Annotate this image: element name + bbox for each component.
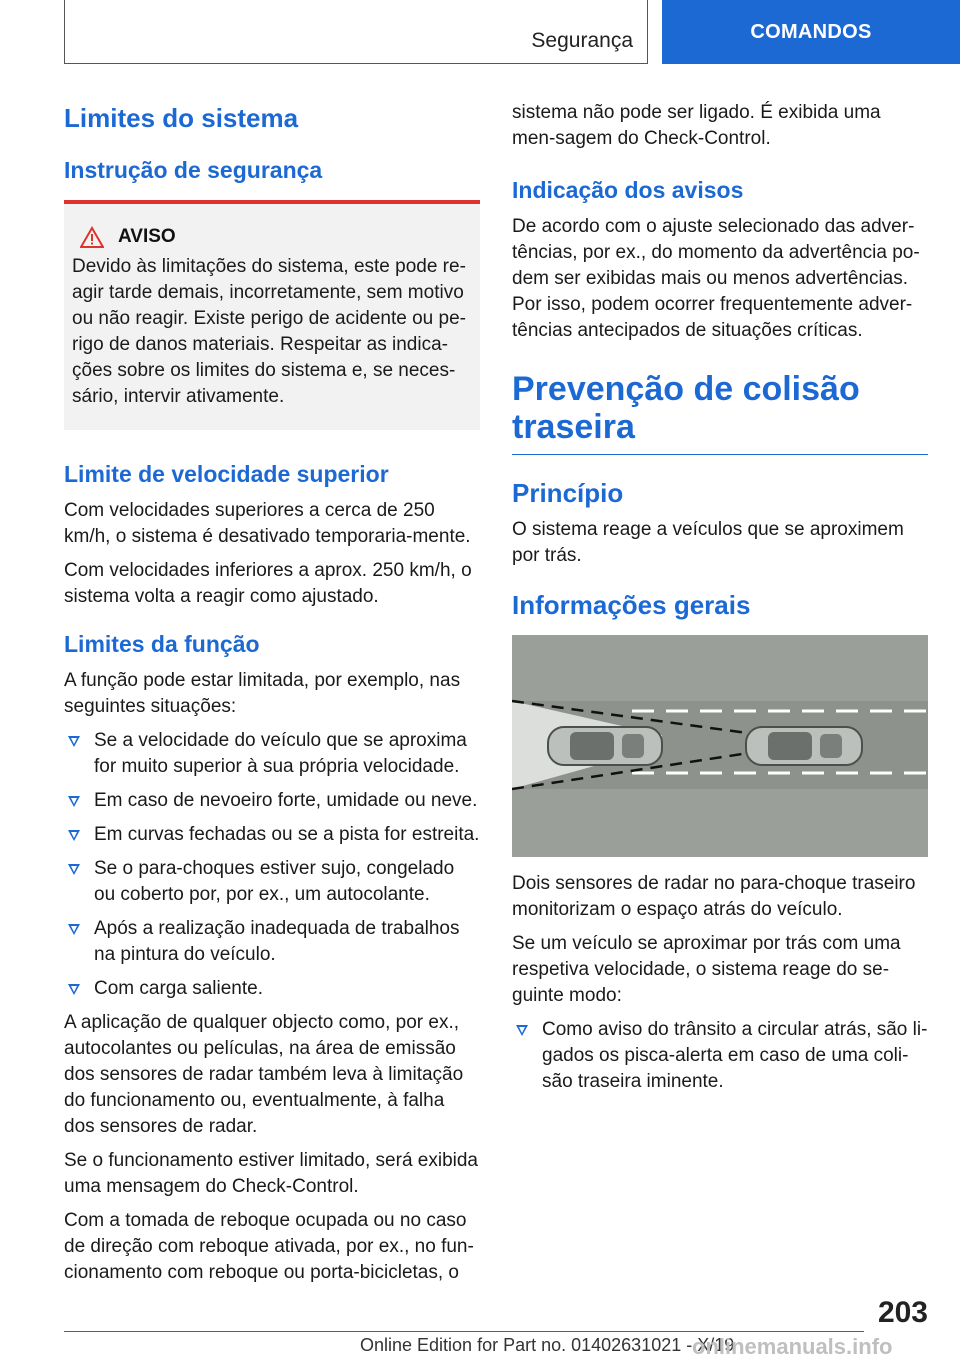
list-item: Após a realização inadequada de trabalhos na pintura do veículo.: [64, 916, 480, 968]
heading-safety-instruction: Instrução de segurança: [64, 157, 323, 183]
heading-rear-collision-line1: Prevenção de colisão: [512, 370, 860, 408]
chapter-heading: [512, 370, 928, 455]
continued-paragraph: sistema não pode ser ligado. É exibida uma men-sagem do Check-Control.: [512, 102, 881, 149]
left-column: [64, 100, 480, 1294]
approach-list: [512, 1017, 928, 1095]
list-item: Como aviso do trânsito a circular atrás, são li-gados os pisca-alerta em caso de uma coli-são traseira iminente.: [512, 1017, 928, 1095]
principle-paragraph: O sistema reage a veículos que se aproximem por trás.: [512, 519, 904, 566]
header-frame: [64, 0, 648, 64]
heading-general-info: Informações gerais: [512, 590, 751, 620]
warning-triangle-icon: [80, 226, 104, 248]
bullet-triangle-icon: [68, 736, 80, 747]
limited-function-paragraph: Se o funcionamento estiver limitado, será exibida uma mensagem do Check-Control.: [64, 1150, 479, 1197]
page-number: 203: [877, 1296, 928, 1329]
bullet-triangle-icon: [68, 984, 80, 995]
speed-paragraph-1: Com velocidades superiores a cerca de 250 km/h, o sistema é desativado temporaria-mente.: [64, 500, 471, 547]
approach-paragraph: Se um veículo se aproximar por trás com uma respetiva velocidade, o sistema reage do se-guinte modo:: [512, 933, 901, 1006]
header-section-title: Segurança: [531, 29, 633, 52]
bullet-triangle-icon: [68, 796, 80, 807]
tow-paragraph: Com a tomada de reboque ocupada ou no caso de direção com reboque ativada, por ex., no fun-cionamento com reboque ou porta-bicicletas, o: [64, 1210, 474, 1283]
heading-principle: Princípio: [512, 478, 624, 508]
footer-divider: [64, 1331, 864, 1332]
function-intro: A função pode estar limitada, por exemplo, nas seguintes situações:: [64, 670, 461, 717]
warning-display-paragraph: De acordo com o ajuste selecionado das adver-tências, por ex., do momento da advertência po-dem ser exibidas mais ou menos advertências. Por isso, podem ocorrer frequentemente adver-tências antecipados de situações críticas.: [512, 216, 920, 341]
warning-text: Devido às limitações do sistema, este pode re-agir tarde demais, incorretamente, sem motivo ou não reagir. Existe perigo de acidente ou pe-rigo de danos materiais. Respeitar as indica-ções sobre os limites do sistema e, se neces-sário, intervir ativamente.: [72, 256, 466, 407]
sensors-paragraph: Dois sensores de radar no para-choque traseiro monitorizam o espaço atrás do veículo.: [512, 873, 916, 920]
bullet-triangle-icon: [68, 864, 80, 875]
right-column: [512, 100, 928, 1103]
heading-speed-limit: Limite de velocidade superior: [64, 461, 389, 487]
application-paragraph: A aplicação de qualquer objecto como, por ex., autocolantes ou películas, na área de emissão dos sensores de radar também leva à limitação do funcionamento ou, eventualmente, à falha dos sensores de radar.: [64, 1012, 464, 1137]
list-item: Com carga saliente.: [64, 976, 480, 1002]
heading-warning-display: Indicação dos avisos: [512, 177, 744, 203]
list-item: Em caso de nevoeiro forte, umidade ou neve.: [64, 788, 480, 814]
speed-paragraph-2: Com velocidades inferiores a aprox. 250 km/h, o sistema volta a reagir como ajustado.: [64, 560, 472, 607]
bullet-triangle-icon: [516, 1025, 528, 1036]
heading-system-limits: Limites do sistema: [64, 103, 299, 133]
heading-rear-collision-line2: traseira: [512, 408, 635, 446]
list-item: Se a velocidade do veículo que se aproxima for muito superior à sua própria velocidade.: [64, 728, 480, 780]
warning-box: [64, 200, 480, 430]
bullet-triangle-icon: [68, 830, 80, 841]
header-chapter-tab: COMANDOS: [662, 0, 960, 64]
warning-title: AVISO: [118, 226, 176, 247]
heading-function-limits: Limites da função: [64, 631, 260, 657]
footer-edition: Online Edition for Part no. 01402631021 - X/19: [360, 1335, 735, 1355]
bullet-triangle-icon: [68, 924, 80, 935]
radar-illustration: [512, 635, 928, 857]
list-item: Se o para-choques estiver sujo, congelado ou coberto por, por ex., um autocolante.: [64, 856, 480, 908]
footer-watermark: onlinemanuals.info: [692, 1334, 893, 1359]
list-item: Em curvas fechadas ou se a pista for estreita.: [64, 822, 480, 848]
warning-header: [80, 226, 472, 248]
function-limit-list: [64, 728, 480, 1002]
